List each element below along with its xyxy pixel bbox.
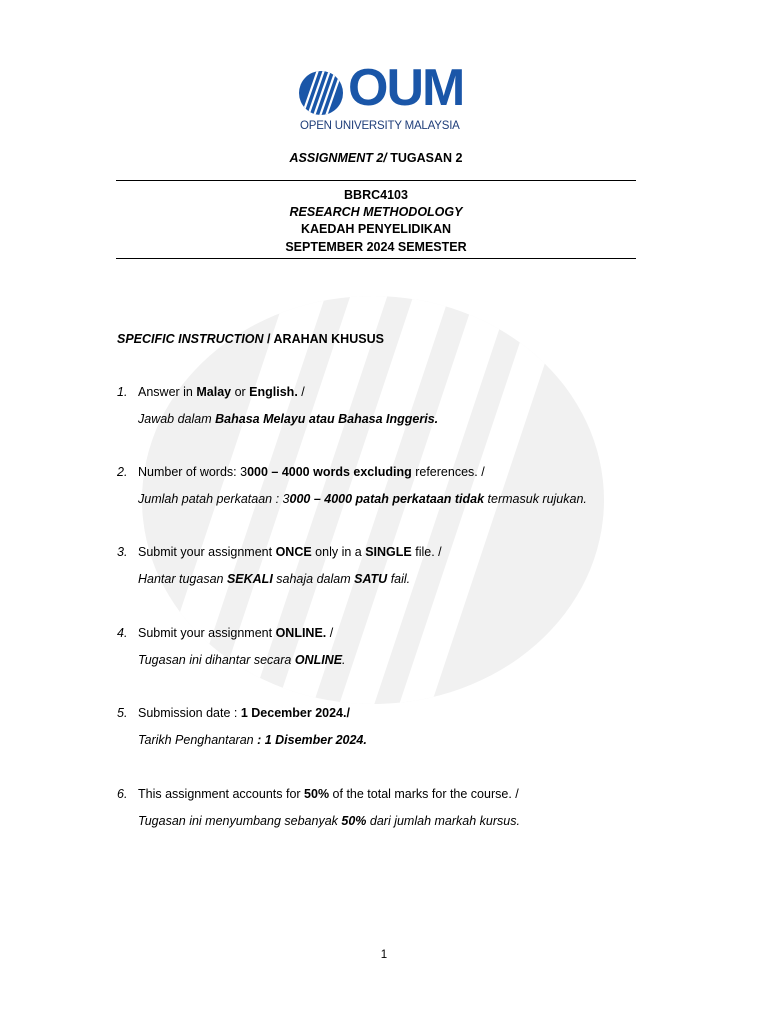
instruction-text-en bbox=[138, 787, 519, 801]
instruction-segment: ONCE bbox=[275, 545, 312, 559]
instruction-number: 6. bbox=[117, 787, 128, 801]
instruction-segment: Tugasan ini dihantar secara bbox=[138, 653, 295, 667]
instruction-segment: 000 – 4000 words excluding bbox=[247, 465, 412, 479]
instruction-segment: or bbox=[231, 385, 250, 399]
instruction-segment: SATU bbox=[354, 572, 388, 586]
instruction-segment: English. bbox=[249, 385, 298, 399]
instruction-text-my bbox=[138, 814, 520, 828]
instruction-number: 5. bbox=[117, 706, 128, 720]
instruction-segment: Bahasa Melayu atau Bahasa Inggeris. bbox=[215, 412, 439, 426]
instruction-text-en bbox=[138, 545, 442, 559]
instruction-segment: 50% bbox=[341, 814, 367, 828]
instruction-text-en bbox=[138, 385, 305, 399]
instruction-text-my bbox=[138, 492, 587, 506]
instruction-segment: of the total marks for the course. / bbox=[329, 787, 519, 801]
logo-subtitle: OPEN UNIVERSITY MALAYSIA bbox=[300, 120, 460, 132]
instructions-title-en: SPECIFIC INSTRUCTION bbox=[117, 332, 264, 346]
instruction-segment: Tarikh Penghantaran bbox=[138, 733, 258, 747]
oum-logo bbox=[298, 59, 468, 136]
instruction-segment: termasuk rujukan. bbox=[484, 492, 587, 506]
instruction-segment: sahaja dalam bbox=[272, 572, 355, 586]
instruction-segment: Jumlah patah perkataan : 3 bbox=[138, 492, 290, 506]
instruction-segment: Submit your assignment bbox=[138, 545, 276, 559]
instruction-segment: references. / bbox=[411, 465, 485, 479]
instructions-title-sep: / bbox=[263, 332, 274, 346]
instruction-segment: Tugasan ini menyumbang sebanyak bbox=[138, 814, 342, 828]
instruction-text-my bbox=[138, 653, 346, 667]
instruction-segment: . bbox=[342, 653, 346, 667]
instruction-number: 4. bbox=[117, 626, 128, 640]
course-code: BBRC4103 bbox=[344, 188, 408, 202]
instruction-text-my bbox=[138, 412, 438, 426]
instruction-segment: / bbox=[326, 626, 334, 640]
instruction-text-en bbox=[138, 626, 333, 640]
instruction-segment: SINGLE bbox=[365, 545, 412, 559]
header-divider-top bbox=[116, 180, 636, 181]
instruction-segment: ONLINE. bbox=[275, 626, 327, 640]
instruction-segment: Submit your assignment bbox=[138, 626, 276, 640]
logo-wordmark: OUM bbox=[348, 59, 464, 117]
semester: SEPTEMBER 2024 SEMESTER bbox=[285, 240, 467, 254]
instruction-number: 1. bbox=[117, 385, 128, 399]
course-name-my: KAEDAH PENYELIDIKAN bbox=[300, 222, 451, 236]
instruction-segment: Answer in bbox=[138, 385, 197, 399]
instruction-text-en bbox=[138, 706, 350, 720]
assignment-title-en: ASSIGNMENT 2/ bbox=[289, 151, 387, 165]
instruction-segment: fail. bbox=[387, 572, 411, 586]
assignment-title-my: TUGASAN 2 bbox=[386, 151, 463, 165]
instruction-segment: Submission date : bbox=[138, 706, 241, 720]
page-number: 1 bbox=[380, 949, 388, 961]
assignment-title bbox=[116, 150, 636, 167]
instruction-segment: Hantar tugasan bbox=[138, 572, 227, 586]
instruction-number: 2. bbox=[117, 465, 128, 479]
instruction-segment: Number of words: 3 bbox=[138, 465, 248, 479]
instruction-segment: dari jumlah markah kursus. bbox=[366, 814, 520, 828]
instruction-segment: SEKALI bbox=[226, 572, 273, 586]
instructions-title bbox=[117, 332, 384, 346]
instruction-segment: Malay bbox=[196, 385, 232, 399]
instruction-segment: file. / bbox=[411, 545, 442, 559]
instruction-segment: / bbox=[297, 385, 305, 399]
header-divider-bottom bbox=[116, 258, 636, 259]
instruction-text-my bbox=[138, 733, 367, 747]
course-name-en: RESEARCH METHODOLOGY bbox=[289, 205, 463, 219]
instruction-segment: 000 – 4000 patah perkataan tidak bbox=[289, 492, 485, 506]
instruction-number: 3. bbox=[117, 545, 128, 559]
instruction-segment: This assignment accounts for bbox=[138, 787, 305, 801]
oum-globe-icon bbox=[298, 70, 344, 116]
instructions-title-my: ARAHAN KHUSUS bbox=[273, 332, 384, 346]
instruction-segment: : 1 Disember 2024. bbox=[257, 733, 367, 747]
instruction-segment: 1 December 2024./ bbox=[240, 706, 350, 720]
instruction-text-en bbox=[138, 465, 485, 479]
instruction-segment: Jawab dalam bbox=[138, 412, 216, 426]
instruction-text-my bbox=[138, 572, 410, 586]
instruction-segment: only in a bbox=[311, 545, 366, 559]
instruction-segment: ONLINE bbox=[294, 653, 343, 667]
instruction-segment: 50% bbox=[304, 787, 330, 801]
